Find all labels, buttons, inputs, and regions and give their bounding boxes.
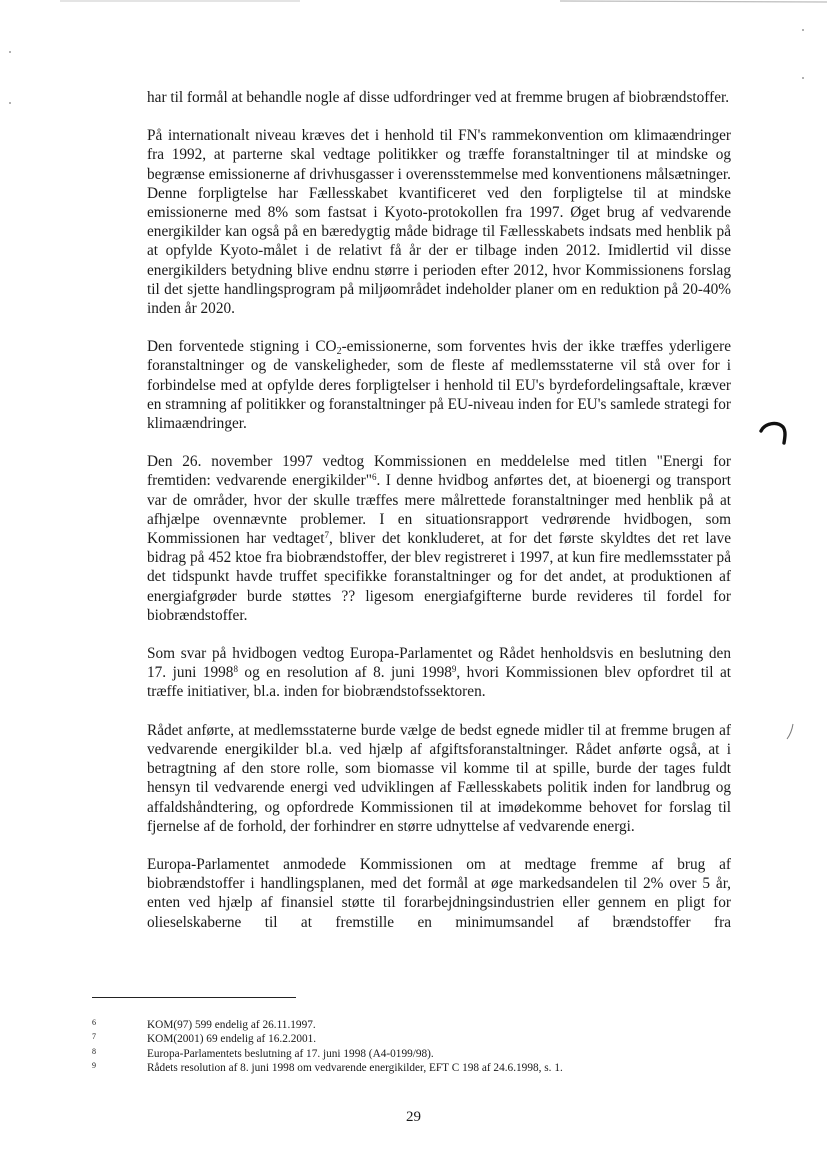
footnote-separator	[92, 997, 296, 998]
paragraph	[147, 855, 731, 932]
footnote-number: 8	[92, 1046, 96, 1056]
footnote	[92, 1018, 732, 1032]
paragraph	[147, 337, 731, 433]
paragraph-text: På internationalt niveau kræves det i henhold til FN's rammekonvention om klimaændringer fra 1992, at parterne skal vedtage politikker og træffe foranstaltninger til at mindske og begrænse emissionerne af drivhusgasser i overensstemmelse med konventionens målsætninger. Denne forpligtelse har Fællesskabet kvantificeret ved den forpligtelse til at mindske emissionerne med 8% som fastsat i Kyoto-protokollen fra 1997. Øget brug af vedvarende energikilder kan også på en bæredygtig måde bidrage til Fællesskabets indsats med henblik på at opfylde Kyoto-målet i de relativt få år der er tilbage inden 2012. Imidlertid vil disse energikilders betydning blive endnu større i perioden efter 2012, hvor Kommissionens forslag til det sjette handlingsprogram på miljøområdet indeholder planer om en reduktion på 20-40% inden år 2020.	[147, 127, 731, 318]
footnote-text: KOM(97) 599 endelig af 26.11.1997.	[147, 1019, 316, 1031]
paragraph	[147, 126, 731, 318]
footnote-text: Europa-Parlamentets beslutning af 17. juni 1998 (A4-0199/98).	[147, 1047, 434, 1060]
paragraph-text: Den 26. november 1997 vedtog Kommissionen en meddelelse med titlen "Energi for fremtiden: vedvarende energikilder"	[147, 453, 731, 490]
paragraph-text: , hvori Kommissionen blev opfordret til at træffe initiativer, bl.a. inden for biobrændstofssektoren.	[147, 664, 731, 701]
footnotes	[92, 1018, 732, 1076]
footnote-ref[interactable]: 8	[233, 664, 238, 675]
footnote-ref[interactable]: 9	[451, 664, 457, 675]
footnote-ref[interactable]: 6	[371, 472, 377, 483]
scan-stray-stroke	[784, 722, 796, 742]
paragraph-text: . I denne hvidbog anførtes det, at bioenergi og transport var de områder, hvor der skulle træffes mere målrettede foranstaltninger med henblik på at afhjælpe ovennævnte problemer. I en situationsrapport vedrørende hvidbogen, som Kommissionen har vedtaget	[147, 472, 731, 548]
paragraph	[147, 721, 731, 836]
paragraph-text: -emissionerne, som forventes hvis der ikke træffes yderligere foranstaltninger og de vanskeligheder, som de fleste af medlemsstaterne vil stå over for i forbindelse med at opfylde deres forpligtelser i henhold til EU's byrdefordelingsaftale, kræver en stramning af politikker og foranstaltninger på EU-niveau inden for EU's samlede strategi for klimaændringer.	[147, 338, 731, 433]
footnote-text: Rådets resolution af 8. juni 1998 om vedvarende energikilder, EFT C 198 af 24.6.1998, s. 1.	[147, 1062, 563, 1075]
scan-speck-mark	[755, 417, 795, 447]
footnote-ref[interactable]: 7	[324, 530, 329, 541]
paragraph-text: Rådet anførte, at medlemsstaterne burde vælge de bedst egnede midler til at fremme brugen af vedvarende energikilder bl.a. ved hjælp af afgiftsforanstaltninger. Rådet anførte også, at i betragtning af den store rolle, som biomasse vil komme til at spille, burde der tages fuldt hensyn til vedvarende energi ved udviklingen af Fællesskabets politik inden for landbrug og affaldshåndtering, og opfordrede Kommissionen til at imødekomme behovet for forslag til fjernelse af de forhold, der forhindrer en større udnyttelse af vedvarende energi.	[147, 721, 731, 835]
paragraph-text: har til formål at behandle nogle af disse udfordringer ved at fremme brugen af biobrændstoffer.	[147, 89, 730, 106]
subscript: 2	[336, 346, 342, 358]
paragraph	[147, 452, 731, 625]
paragraph-text: Den forventede stigning i CO	[147, 338, 337, 356]
paragraph	[147, 644, 731, 702]
page-number: 29	[406, 1109, 421, 1125]
paragraph	[147, 88, 731, 107]
footnote	[92, 1061, 732, 1075]
footnote-number: 6	[92, 1018, 96, 1027]
footnote-number: 7	[92, 1032, 96, 1042]
paragraph-text: , bliver det konkluderet, at for det første skyldtes det ret lave bidrag på 452 ktoe fra biobrændstoffer, der blev registreret i 1997, at kun fire medlemsstater på det tidspunkt havde truffet specifikke foranstaltninger og for det andet, at produktionen af energiafgrøder burde støttes ?? ligesom energiafgifterne burde revideres til fordel for biobrændstoffer.	[147, 530, 731, 624]
footnote	[92, 1047, 732, 1061]
footnote-number: 9	[92, 1061, 96, 1071]
paragraph-text: og en resolution af 8. juni 1998	[237, 664, 452, 682]
paragraph-text: Som svar på hvidbogen vedtog Europa-Parlamentet og Rådet henholdsvis en beslutning den 17. juni 1998	[147, 645, 731, 682]
footnote-text: KOM(2001) 69 endelig af 16.2.2001.	[147, 1033, 317, 1046]
footnote	[92, 1032, 732, 1046]
body-text	[147, 88, 731, 932]
paragraph-text: Europa-Parlamentet anmodede Kommissionen om at medtage fremme af brug af biobrændstoffer i handlingsplanen, med det formål at øge markedsandelen til 2% over 5 år, enten ved hjælp af finansiel støtte til forarbejdningsindustrien eller gennem en pligt for olieselskaberne til at fremstille en minimumsandel af brændstoffer fra	[147, 855, 731, 931]
